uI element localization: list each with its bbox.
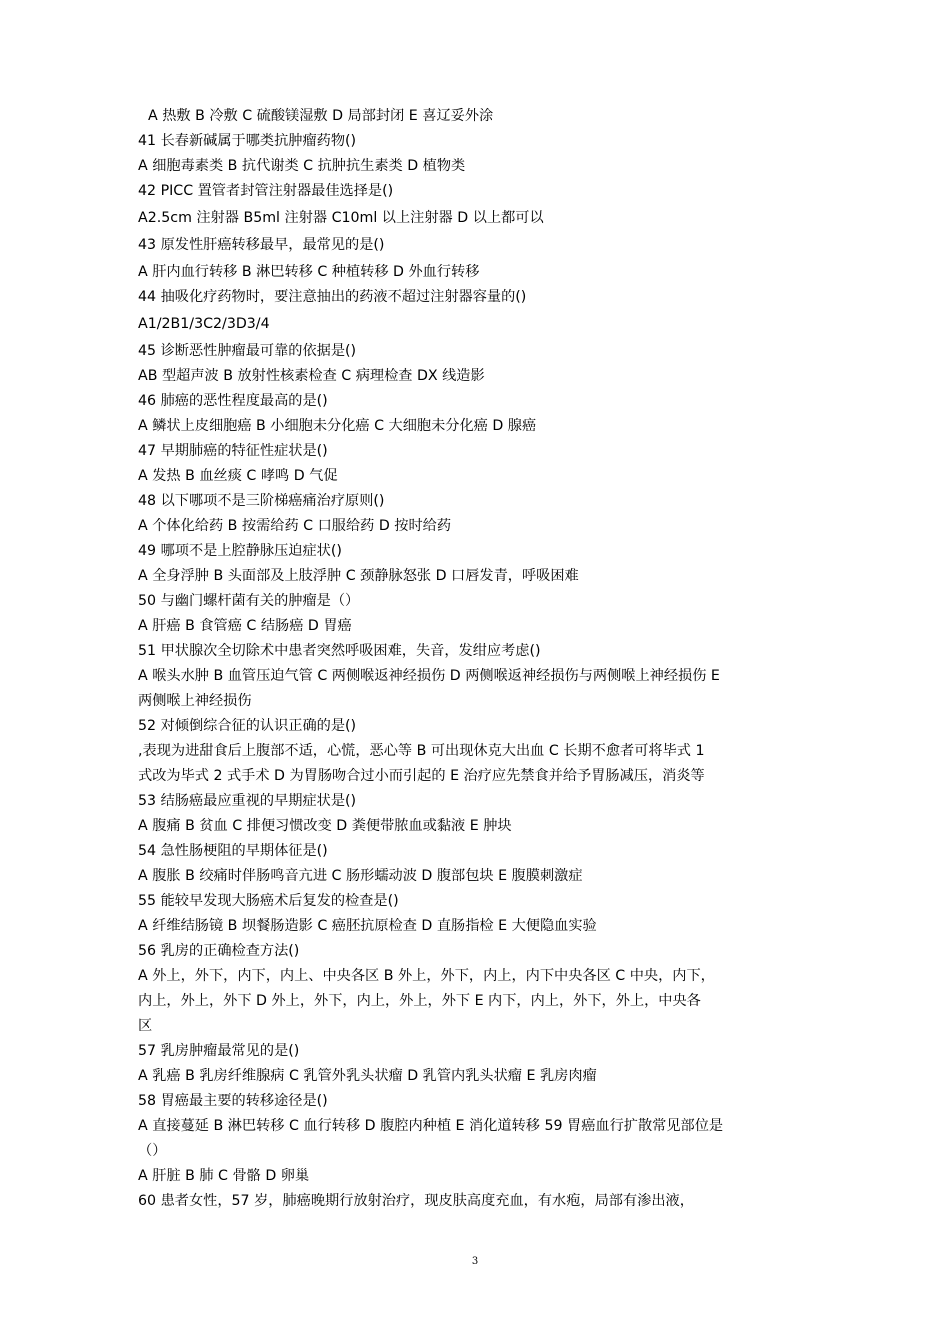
text-line: 内上，外上，外下 D 外上，外下，内上，外上，外下 E 内下，内上，外下，外上，中央各: [138, 993, 701, 1009]
text-line: 50 与幽门螺杆菌有关的肿瘤是（）: [138, 593, 360, 609]
text-line: 53 结肠癌最应重视的早期症状是(): [138, 793, 357, 809]
text-line: A 肝内血行转移 B 淋巴转移 C 种植转移 D 外血行转移: [138, 264, 480, 280]
text-line: A 热敷 B 冷敷 C 硫酸镁湿敷 D 局部封闭 E 喜辽妥外涂: [148, 108, 494, 124]
text-line: A 个体化给药 B 按需给药 C 口服给药 D 按时给药: [138, 518, 452, 534]
page-number: 3: [471, 1256, 479, 1267]
text-line: 56 乳房的正确检查方法(): [138, 943, 300, 959]
text-line: A 直接蔓延 B 淋巴转移 C 血行转移 D 腹腔内种植 E 消化道转移 59 胃癌血行扩散常见部位是: [138, 1118, 724, 1134]
text-line: 60 患者女性，57 岁，肺癌晚期行放射治疗，现皮肤高度充血，有水疱，局部有渗出液，: [138, 1193, 694, 1209]
text-line: A1/2B1/3C2/3D3/4: [138, 316, 270, 332]
text-line: 57 乳房肿瘤最常见的是(): [138, 1043, 300, 1059]
text-line: A 肝脏 B 肺 C 骨骼 D 卵巢: [138, 1168, 310, 1184]
text-line: 49 哪项不是上腔静脉压迫症状(): [138, 543, 342, 559]
text-line: A2.5cm 注射器 B5ml 注射器 C10ml 以上注射器 D 以上都可以: [138, 210, 544, 226]
text-line: 48 以下哪项不是三阶梯癌痛治疗原则(): [138, 493, 385, 509]
text-line: A 腹胀 B 绞痛时伴肠鸣音亢进 C 肠形蠕动波 D 腹部包块 E 腹膜刺激症: [138, 868, 583, 884]
text-line: A 外上，外下，内下，内上、中央各区 B 外上，外下，内上，内下中央各区 C 中央，内下，: [138, 968, 715, 984]
text-line: A 腹痛 B 贫血 C 排便习惯改变 D 粪便带脓血或黏液 E 肿块: [138, 818, 512, 834]
text-line: 55 能较早发现大肠癌术后复发的检查是(): [138, 893, 399, 909]
text-line: A 乳癌 B 乳房纤维腺病 C 乳管外乳头状瘤 D 乳管内乳头状瘤 E 乳房肉瘤: [138, 1068, 597, 1084]
text-line: 54 急性肠梗阻的早期体征是(): [138, 843, 328, 859]
text-line: A 全身浮肿 B 头面部及上肢浮肿 C 颈静脉怒张 D 口唇发青，呼吸困难: [138, 568, 579, 584]
text-line: 47 早期肺癌的特征性症状是(): [138, 443, 328, 459]
text-line: 41 长春新碱属于哪类抗肿瘤药物(): [138, 133, 357, 149]
text-line: A 纤维结肠镜 B 坝餐肠造影 C 癌胚抗原检查 D 直肠指检 E 大便隐血实验: [138, 918, 597, 934]
text-line: AB 型超声波 B 放射性核素检查 C 病理检查 DX 线造影: [138, 368, 485, 384]
text-line: 43 原发性肝癌转移最早，最常见的是(): [138, 237, 385, 253]
text-line: A 发热 B 血丝痰 C 哮鸣 D 气促: [138, 468, 338, 484]
text-line: A 鳞状上皮细胞癌 B 小细胞未分化癌 C 大细胞未分化癌 D 腺癌: [138, 418, 537, 434]
text-line: 42 PICC 置管者封管注射器最佳选择是(): [138, 183, 394, 199]
text-line: A 细胞毒素类 B 抗代谢类 C 抗肿抗生素类 D 植物类: [138, 158, 466, 174]
text-line: ,表现为进甜食后上腹部不适，心慌，恶心等 B 可出现休克大出血 C 长期不愈者可将毕式 1: [138, 743, 705, 759]
text-line: 45 诊断恶性肿瘤最可靠的依据是(): [138, 343, 357, 359]
text-line: 区: [138, 1018, 153, 1034]
text-line: 51 甲状腺次全切除术中患者突然呼吸困难，失音，发绀应考虑(): [138, 643, 541, 659]
text-line: 式改为毕式 2 式手术 D 为胃肠吻合过小而引起的 E 治疗应先禁食并给予胃肠减压，消炎等: [138, 768, 705, 784]
document-body: [138, 104, 810, 1214]
text-line: 44 抽吸化疗药物时，要注意抽出的药液不超过注射器容量的(): [138, 289, 527, 305]
text-line: A 喉头水肿 B 血管压迫气管 C 两侧喉返神经损伤 D 两侧喉返神经损伤与两侧喉上神经损伤 E: [138, 668, 720, 684]
text-line: 58 胃癌最主要的转移途径是(): [138, 1093, 328, 1109]
text-line: 两侧喉上神经损伤: [138, 693, 252, 709]
text-line: 52 对倾倒综合征的认识正确的是(): [138, 718, 357, 734]
text-line: 46 肺癌的恶性程度最高的是(): [138, 393, 328, 409]
text-line: （）: [138, 1143, 167, 1159]
text-line: A 肝癌 B 食管癌 C 结肠癌 D 胃癌: [138, 618, 352, 634]
